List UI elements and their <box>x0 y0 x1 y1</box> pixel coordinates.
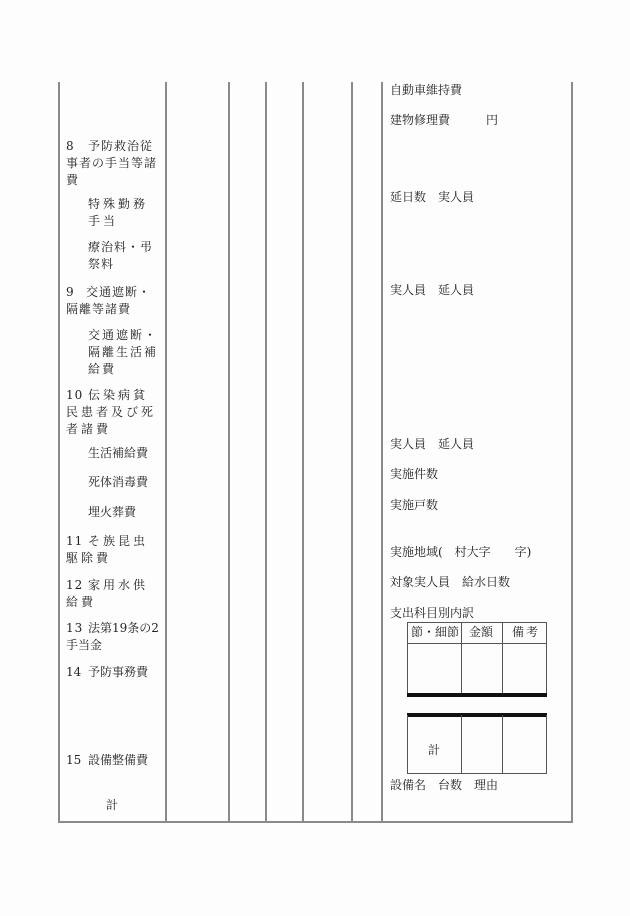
item-10-sub-disinfection: 死体消毒費 <box>88 475 149 489</box>
item-9-sub-living-supply: 交通遮断・隔離生活補給費 <box>88 328 159 376</box>
column-divider-2 <box>228 82 230 823</box>
note-equipment: 設備名 台数 理由 <box>390 778 499 792</box>
breakdown-bottom <box>407 773 547 774</box>
note-days-persons: 延日数 実人員 <box>390 190 475 204</box>
note-breakdown-title: 支出科目別内訳 <box>390 606 475 620</box>
note-persons-2: 実人員 延人員 <box>390 437 475 451</box>
breakdown-header-bottom <box>407 643 547 644</box>
breakdown-break-top <box>407 693 547 697</box>
table-border-bottom <box>58 821 573 823</box>
item-number: 14 <box>66 665 82 679</box>
item-label: 予防事務費 <box>88 665 149 679</box>
item-8-sub-treatment-condolence: 療治料・弔祭料 <box>88 240 154 271</box>
item-label: 家用水供給費 <box>66 578 149 609</box>
item-number: 12 <box>66 578 84 592</box>
item-12 <box>66 577 162 611</box>
breakdown-total-div-1 <box>461 715 462 773</box>
note-area: 実施地域( 村大字 字) <box>390 545 532 559</box>
note-vehicle-maintenance: 自動車維持費 <box>390 83 463 97</box>
item-9 <box>66 284 162 318</box>
item-label: そ族昆虫駆除費 <box>66 534 149 565</box>
table-border-right <box>571 82 573 823</box>
item-10 <box>66 387 162 438</box>
note-cases: 実施件数 <box>390 467 439 481</box>
item-number: 13 <box>66 621 84 635</box>
breakdown-header-remarks: 備考 <box>512 625 541 639</box>
item-number: 10 <box>66 388 84 402</box>
item-10-sub-living: 生活補給費 <box>88 446 149 460</box>
column-divider-3 <box>265 82 267 823</box>
table-border-left <box>58 82 60 823</box>
column-divider-5 <box>351 82 353 823</box>
breakdown-total-div-2 <box>502 715 503 773</box>
item-8-sub-special-allowance: 特殊勤務手当 <box>88 197 149 228</box>
column-divider-1 <box>165 82 167 823</box>
item-label: 予防救治従事者の手当等諸費 <box>66 139 158 187</box>
item-label: 法第19条の2手当金 <box>66 621 159 652</box>
item-10-sub-burial: 埋火葬費 <box>88 505 137 519</box>
breakdown-right <box>546 622 547 694</box>
item-label: 設備整備費 <box>88 753 149 767</box>
breakdown-total-left <box>407 715 408 773</box>
item-label: 伝染病貧民患者及び死者諸費 <box>66 388 157 436</box>
breakdown-header-amount: 金額 <box>469 625 494 639</box>
total-label: 計 <box>106 798 119 812</box>
item-number: 9 <box>66 285 75 299</box>
breakdown-div-1 <box>461 622 462 694</box>
item-label: 交通遮断・隔離等諸費 <box>66 285 152 316</box>
note-persons-1: 実人員 延人員 <box>390 283 475 297</box>
item-15 <box>66 752 148 769</box>
breakdown-total-label: 計 <box>428 743 441 757</box>
column-divider-6 <box>381 82 383 823</box>
breakdown-break-bottom <box>407 713 547 717</box>
item-11 <box>66 533 162 567</box>
column-divider-4 <box>302 82 304 823</box>
item-number: 15 <box>66 753 82 767</box>
item-number: 8 <box>66 139 75 153</box>
breakdown-left <box>407 622 408 694</box>
breakdown-div-2 <box>502 622 503 694</box>
note-water-supply: 対象実人員 給水日数 <box>390 575 511 589</box>
item-13 <box>66 620 162 654</box>
item-14 <box>66 664 148 681</box>
breakdown-header-section: 節・細節 <box>411 625 460 639</box>
note-building-repair: 建物修理費 円 <box>390 113 499 127</box>
breakdown-top <box>407 622 547 623</box>
note-households: 実施戸数 <box>390 498 439 512</box>
item-number: 11 <box>66 534 84 548</box>
item-8 <box>66 138 162 189</box>
breakdown-total-right <box>546 715 547 773</box>
